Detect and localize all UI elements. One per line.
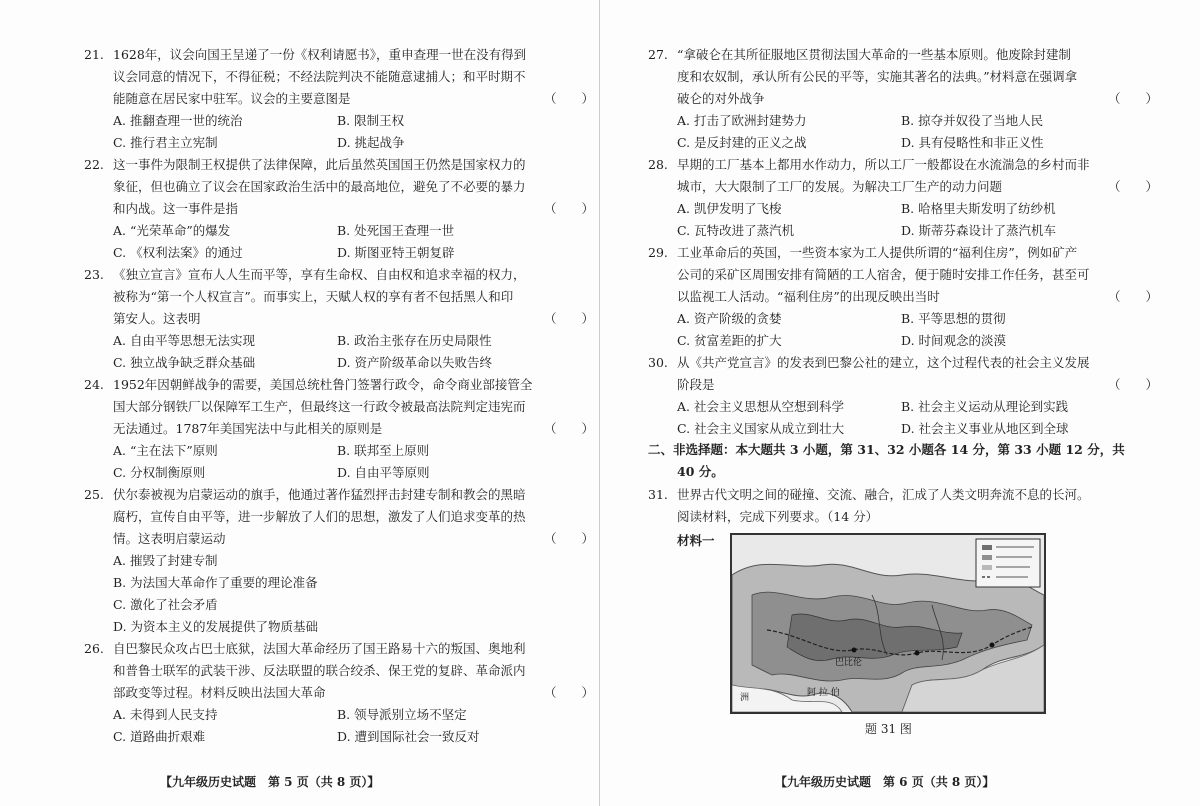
option-a: A. 自由平等思想无法实现: [113, 333, 255, 348]
option-c: C. 是反封建的正义之战: [677, 135, 807, 150]
answer-blank: （ ）: [1108, 179, 1159, 194]
question-line: 腐朽，宣传自由平等，进一步解放了人们的思想，激发了人们追求变革的热: [113, 509, 526, 524]
option-d: D. 为资本主义的发展提供了物质基础: [113, 619, 319, 634]
question-line: “拿破仑在其所征服地区贯彻法国大革命的一些基本原则。他废除封建制: [677, 47, 1071, 62]
question-line: 国大部分钢铁厂以保障军工生产，但最终这一行政令被最高法院判定违宪而: [113, 399, 526, 414]
question-line: 象征，但也确立了议会在国家政治生活中的最高地位，避免了不必要的暴力: [113, 179, 526, 194]
option-a: A. 凯伊发明了飞梭: [677, 201, 782, 216]
option-d: D. 斯蒂芬森设计了蒸汽机车: [901, 223, 1057, 238]
page-divider: [599, 0, 600, 806]
option-c: C. 社会主义国家从成立到壮大: [677, 421, 845, 436]
question-line: 被称为“第一个人权宣言”。而事实上，天赋人权的享有者不包括黑人和印: [113, 289, 514, 304]
left-footer: 【九年级历史试题 第 5 页（共 8 页）】: [160, 775, 380, 789]
question-number: 22.: [84, 157, 104, 172]
option-a: A. 打击了欧洲封建势力: [677, 113, 807, 128]
question-line: 能随意在居民家中驻军。议会的主要意图是: [113, 91, 351, 106]
answer-blank: （ ）: [544, 421, 595, 436]
question-line: 议会同意的情况下，不得征税；不经法院判决不能随意逮捕人；和平时期不: [113, 69, 526, 84]
option-a: A. 摧毁了封建专制: [113, 553, 218, 568]
question-line: 以监视工人活动。“福利住房”的出现反映出当时: [677, 289, 940, 304]
question-line: 工业革命后的英国，一些资本家为工人提供所谓的“福利住房”，例如矿产: [677, 245, 1078, 260]
option-c: C. 分权制衡原则: [113, 465, 206, 480]
option-b: B. 社会主义运动从理论到实践: [901, 399, 1069, 414]
option-b: B. 联邦至上原则: [337, 443, 430, 458]
question-line: 无法通过。1787年美国宪法中与此相关的原则是: [113, 421, 383, 436]
question-line: 从《共产党宣言》的发表到巴黎公社的建立，这个过程代表的社会主义发展: [677, 355, 1090, 370]
option-c: C. 推行君主立宪制: [113, 135, 218, 150]
option-b: B. 掠夺并奴役了当地人民: [901, 113, 1044, 128]
option-d: D. 资产阶级革命以失败告终: [337, 355, 493, 370]
option-c: C. 《权利法案》的通过: [113, 245, 243, 260]
answer-blank: （ ）: [1108, 289, 1159, 304]
question-line: 世界古代文明之间的碰撞、交流、融合，汇成了人类文明奔流不息的长河。: [677, 487, 1090, 502]
question-line: 早期的工厂基本上都用水作动力，所以工厂一般都设在水流湍急的乡村而非: [677, 157, 1090, 172]
option-d: D. 社会主义事业从地区到全球: [901, 421, 1069, 436]
historical-map: [730, 533, 1046, 714]
option-b: B. 为法国大革命作了重要的理论准备: [113, 575, 318, 590]
option-d: D. 斯图亚特王朝复辟: [337, 245, 455, 260]
option-b: B. 领导派别立场不坚定: [337, 707, 467, 722]
section-title-line-2: 40 分。: [677, 464, 724, 479]
question-number: 25.: [84, 487, 104, 502]
question-line: 破仑的对外战争: [677, 91, 765, 106]
answer-blank: （ ）: [1108, 377, 1159, 392]
question-line: 公司的采矿区周围安排有简陋的工人宿舍，便于随时安排工作任务，甚至可: [677, 267, 1090, 282]
option-d: D. 遭到国际社会一致反对: [337, 729, 480, 744]
option-a: A. 资产阶级的贪婪: [677, 311, 782, 326]
question-line: 《独立宣言》宣布人人生而平等，享有生命权、自由权和追求幸福的权力，: [113, 267, 526, 282]
right-footer: 【九年级历史试题 第 6 页（共 8 页）】: [775, 775, 995, 789]
question-line: 自巴黎民众攻占巴士底狱，法国大革命经历了国王路易十六的叛国、奥地利: [113, 641, 526, 656]
question-line: 度和农奴制，承认所有公民的平等，实施其著名的法典。”材料意在强调拿: [677, 69, 1078, 84]
question-number: 21.: [84, 47, 104, 62]
section-title-line-1: 二、非选择题：本大题共 3 小题，第 31、32 小题各 14 分，第 33 小题 12 分，共: [648, 442, 1125, 457]
option-c: C. 瓦特改进了蒸汽机: [677, 223, 795, 238]
option-a: A. “主在法下”原则: [113, 443, 218, 458]
answer-blank: （ ）: [544, 685, 595, 700]
question-line: 和普鲁士联军的武装干涉、反法联盟的联合绞杀、保王党的复辟、革命派内: [113, 663, 526, 678]
question-line: 1952年因朝鲜战争的需要，美国总统杜鲁门签署行政令，命令商业部接管全: [113, 377, 533, 392]
option-c: C. 贫富差距的扩大: [677, 333, 782, 348]
option-b: B. 哈格里夫斯发明了纺纱机: [901, 201, 1056, 216]
option-d: D. 具有侵略性和非正义性: [901, 135, 1044, 150]
question-line: 城市，大大限制了工厂的发展。为解决工厂生产的动力问题: [677, 179, 1003, 194]
option-b: B. 平等思想的贯彻: [901, 311, 1006, 326]
question-line: 阶段是: [677, 377, 715, 392]
question-line: 伏尔泰被视为启蒙运动的旗手，他通过著作猛烈抨击封建专制和教会的黑暗: [113, 487, 526, 502]
answer-blank: （ ）: [544, 91, 595, 106]
option-d: D. 时间观念的淡漠: [901, 333, 1007, 348]
material-label: 材料一: [677, 533, 715, 548]
answer-blank: （ ）: [544, 531, 595, 546]
map-continent-label: 洲: [740, 693, 750, 703]
question-number: 26.: [84, 641, 104, 656]
question-number: 24.: [84, 377, 104, 392]
question-number: 27.: [648, 47, 668, 62]
question-line: 阅读材料，完成下列要求。（14 分）: [677, 509, 879, 524]
option-b: B. 处死国王查理一世: [337, 223, 455, 238]
option-c: C. 道路曲折艰难: [113, 729, 206, 744]
question-number: 31.: [648, 487, 668, 502]
question-number: 29.: [648, 245, 668, 260]
option-c: C. 激化了社会矛盾: [113, 597, 218, 612]
question-number: 23.: [84, 267, 104, 282]
question-line: 情。这表明启蒙运动: [113, 531, 226, 546]
option-a: A. 推翻查理一世的统治: [113, 113, 243, 128]
answer-blank: （ ）: [544, 201, 595, 216]
question-line: 和内战。这一事件是指: [113, 201, 239, 216]
map-city-label: 巴比伦: [835, 658, 863, 668]
map-caption: 题 31 图: [865, 722, 912, 736]
map-image: [732, 535, 1044, 712]
option-a: A. “光荣革命”的爆发: [113, 223, 231, 238]
map-sea-label: 阿 拉 伯: [807, 688, 840, 698]
question-number: 30.: [648, 355, 668, 370]
option-a: A. 未得到人民支持: [113, 707, 218, 722]
question-number: 28.: [648, 157, 668, 172]
question-line: 部政变等过程。材料反映出法国大革命: [113, 685, 326, 700]
question-line: 第安人。这表明: [113, 311, 201, 326]
option-d: D. 自由平等原则: [337, 465, 430, 480]
option-b: B. 限制王权: [337, 113, 405, 128]
option-d: D. 挑起战争: [337, 135, 405, 150]
option-c: C. 独立战争缺乏群众基础: [113, 355, 256, 370]
option-b: B. 政治主张存在历史局限性: [337, 333, 492, 348]
answer-blank: （ ）: [1108, 91, 1159, 106]
answer-blank: （ ）: [544, 311, 595, 326]
question-line: 这一事件为限制王权提供了法律保障，此后虽然英国国王仍然是国家权力的: [113, 157, 526, 172]
option-a: A. 社会主义思想从空想到科学: [677, 399, 844, 414]
question-line: 1628年，议会向国王呈递了一份《权利请愿书》，重申查理一世在没有得到: [113, 47, 527, 62]
